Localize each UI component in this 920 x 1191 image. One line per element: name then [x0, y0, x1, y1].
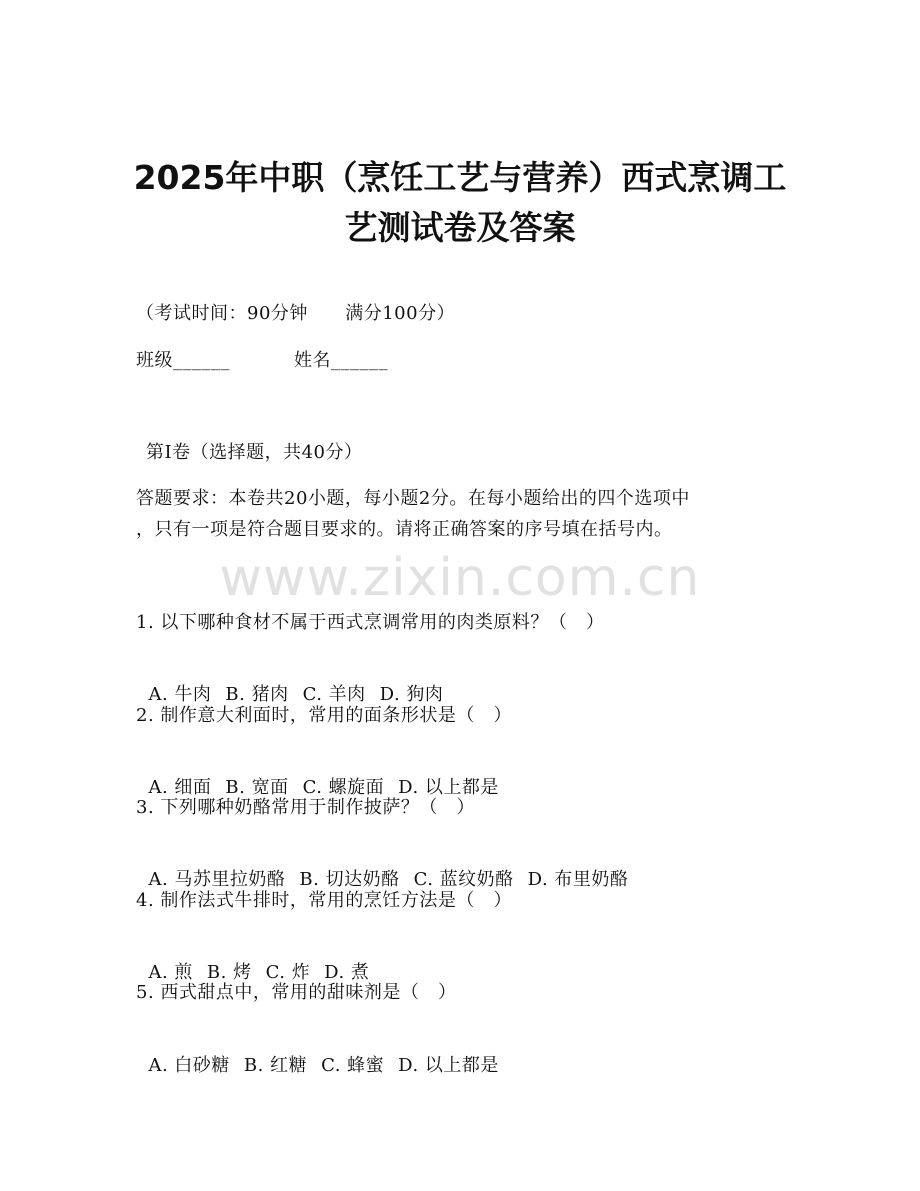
option-c: C. 炸 [265, 962, 311, 983]
option-a: A. 煎 [148, 962, 193, 983]
option-b: B. 猪肉 [225, 684, 289, 705]
option-d: D. 以上都是 [398, 1055, 499, 1076]
section-heading: 第I卷（选择题，共40分） [146, 442, 363, 463]
question-1: 1. 以下哪种食材不属于西式烹调常用的肉类原料？（ ） [136, 612, 605, 633]
class-field: 班级______ [136, 350, 230, 371]
option-a: A. 牛肉 [148, 684, 212, 705]
question-4: 4. 制作法式牛排时，常用的烹饪方法是（ ） [136, 890, 513, 911]
option-b: B. 切达奶酪 [299, 869, 400, 890]
document-title-line2: 艺测试卷及答案 [344, 208, 576, 247]
option-a: A. 马苏里拉奶酪 [148, 869, 286, 890]
option-b: B. 烤 [206, 962, 252, 983]
option-c: C. 蜂蜜 [321, 1055, 385, 1076]
question-1-options [136, 656, 443, 708]
question-5: 5. 西式甜点中，常用的甜味剂是（ ） [136, 982, 457, 1003]
question-4-options [136, 934, 369, 986]
question-2: 2. 制作意大利面时，常用的面条形状是（ ） [136, 705, 513, 726]
option-b: B. 红糖 [243, 1055, 308, 1076]
name-field: 姓名______ [294, 350, 388, 371]
question-5-options [136, 1027, 499, 1079]
question-3-options [136, 841, 628, 893]
question-2-options [136, 749, 499, 801]
option-a: A. 白砂糖 [148, 1055, 230, 1076]
option-d: D. 煮 [324, 962, 370, 983]
option-d: D. 狗肉 [379, 684, 444, 705]
option-c: C. 羊肉 [302, 684, 366, 705]
question-3: 3. 下列哪种奶酪常用于制作披萨？（ ） [136, 797, 476, 818]
exam-time-info: （考试时间：90分钟 满分100分） [136, 303, 456, 324]
option-c: C. 蓝纹奶酪 [413, 869, 514, 890]
option-d: D. 以上都是 [398, 777, 499, 798]
document-title-line1: 2025年中职（烹饪工艺与营养）西式烹调工 [133, 158, 787, 197]
instructions-line1: 答题要求：本卷共20小题，每小题2分。在每小题给出的四个选项中 [136, 488, 690, 509]
option-d: D. 布里奶酪 [527, 869, 629, 890]
option-c: C. 螺旋面 [302, 777, 385, 798]
instructions-line2: ，只有一项是符合题目要求的。请将正确答案的序号填在括号内。 [136, 519, 673, 540]
option-a: A. 细面 [148, 777, 212, 798]
watermark: www.zixin.com.cn [219, 548, 701, 608]
option-b: B. 宽面 [225, 777, 289, 798]
